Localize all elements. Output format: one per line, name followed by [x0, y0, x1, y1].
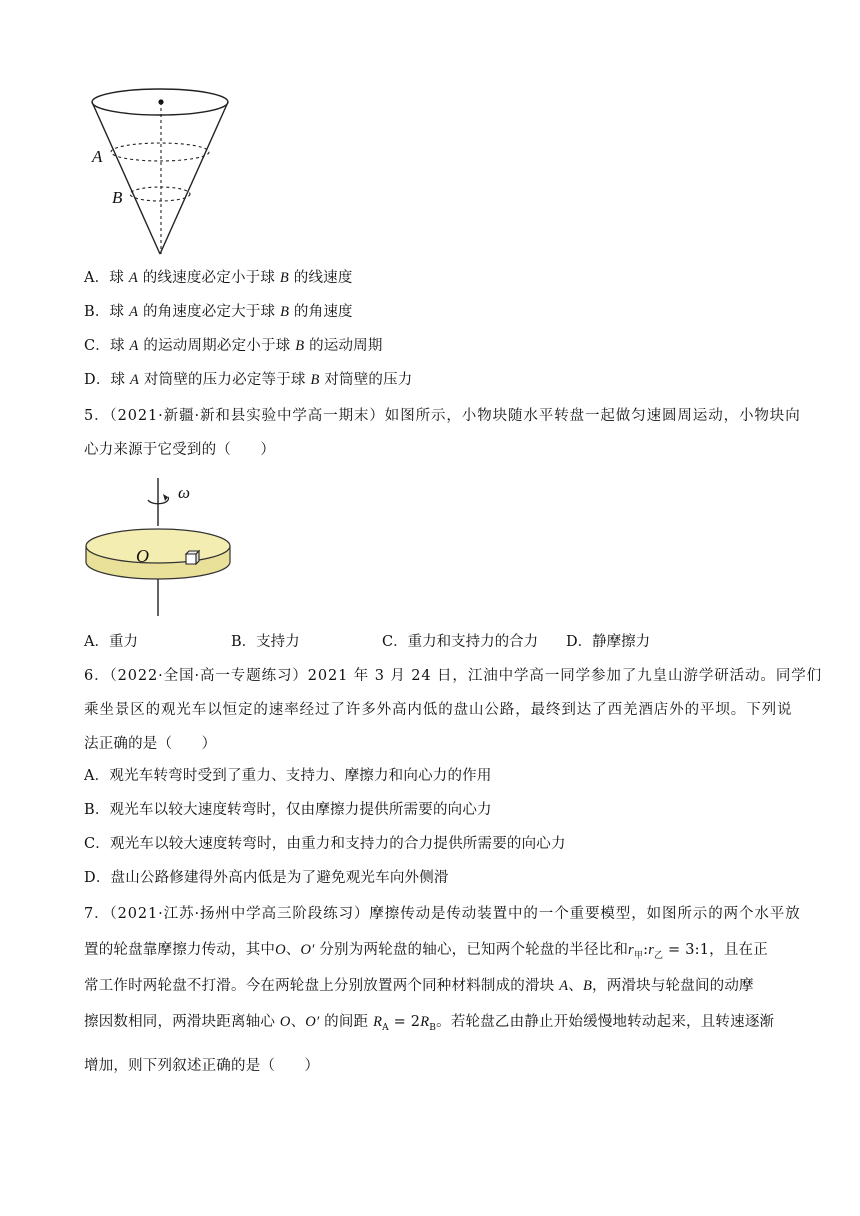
q5-option-b: B．支持力: [231, 634, 300, 650]
q5-options: [84, 630, 784, 650]
q5-stem-line-2: 心力来源于它受到的（ ）: [84, 442, 276, 458]
cone-label-a: A: [92, 147, 103, 166]
q6-option-a: A．观光车转弯时受到了重力、支持力、摩擦力和向心力的作用: [84, 768, 492, 784]
q5-stem-line-1: 5．（2021·新疆·新和县实验中学高一期末）如图所示，小物块随水平转盘一起做匀速圆周运动，小物块向: [84, 408, 801, 424]
q5-option-a: A．重力: [84, 634, 138, 650]
q4-option-c: C．球 A 的运动周期必定小于球 B 的运动周期: [84, 338, 383, 354]
cone-label-b: B: [112, 188, 123, 207]
q7-stem-line-3: 常工作时两轮盘不打滑。今在两轮盘上分别放置两个同种材料制成的滑块 A、B，两滑块与轮盘间的动摩: [84, 978, 754, 994]
q4-option-b: B．球 A 的角速度必定大于球 B 的角速度: [84, 304, 353, 320]
center-label-o: O: [136, 546, 149, 566]
q6-stem-line-1: 6．（2022·全国·高一专题练习）2021 年 3 月 24 日，江油中学高一同学参加了九皇山游学研活动。同学们: [84, 668, 823, 684]
q6-option-d: D．盘山公路修建得外高内低是为了避免观光车向外侧滑: [84, 870, 449, 886]
q5-option-d: D．静摩擦力: [566, 634, 651, 650]
omega-symbol: ω: [178, 483, 191, 502]
turntable-figure: [84, 470, 254, 620]
block-icon: [186, 551, 199, 564]
q7-stem-line-2: 置的轮盘靠摩擦力传动，其中O、O′ 分别为两轮盘的轴心，已知两个轮盘的半径比和$r_甲:r_乙$ = 3:1，且在正: [84, 942, 768, 961]
q6-stem-line-2: 乘坐景区的观光车以恒定的速率经过了许多外高内低的盘山公路，最终到达了西羌酒店外的平坝。下列说: [84, 702, 793, 718]
q6-stem-line-3: 法正确的是（ ）: [84, 736, 217, 752]
q7-stem-line-5: 增加，则下列叙述正确的是（ ）: [84, 1058, 320, 1074]
cone-figure: [84, 78, 234, 258]
q4-option-d: D．球 A 对筒壁的压力必定等于球 B 对筒壁的压力: [84, 372, 413, 388]
q4-option-a: A．球 A 的线速度必定小于球 B 的线速度: [84, 270, 353, 286]
q5-option-c: C．重力和支持力的合力: [382, 634, 539, 650]
q6-option-c: C．观光车以较大速度转弯时，由重力和支持力的合力提供所需要的向心力: [84, 836, 566, 852]
q7-stem-line-1: 7．（2021·江苏·扬州中学高三阶段练习）摩擦传动是传动装置中的一个重要模型，如图所示的两个水平放: [84, 906, 801, 922]
q7-stem-line-4: 擦因数相同，两滑块距离轴心 O、O′ 的间距 $R_A = 2R_B$。若轮盘乙由静止开始缓慢地转动起来，且转速逐渐: [84, 1014, 775, 1033]
q6-option-b: B．观光车以较大速度转弯时，仅由摩擦力提供所需要的向心力: [84, 802, 492, 818]
